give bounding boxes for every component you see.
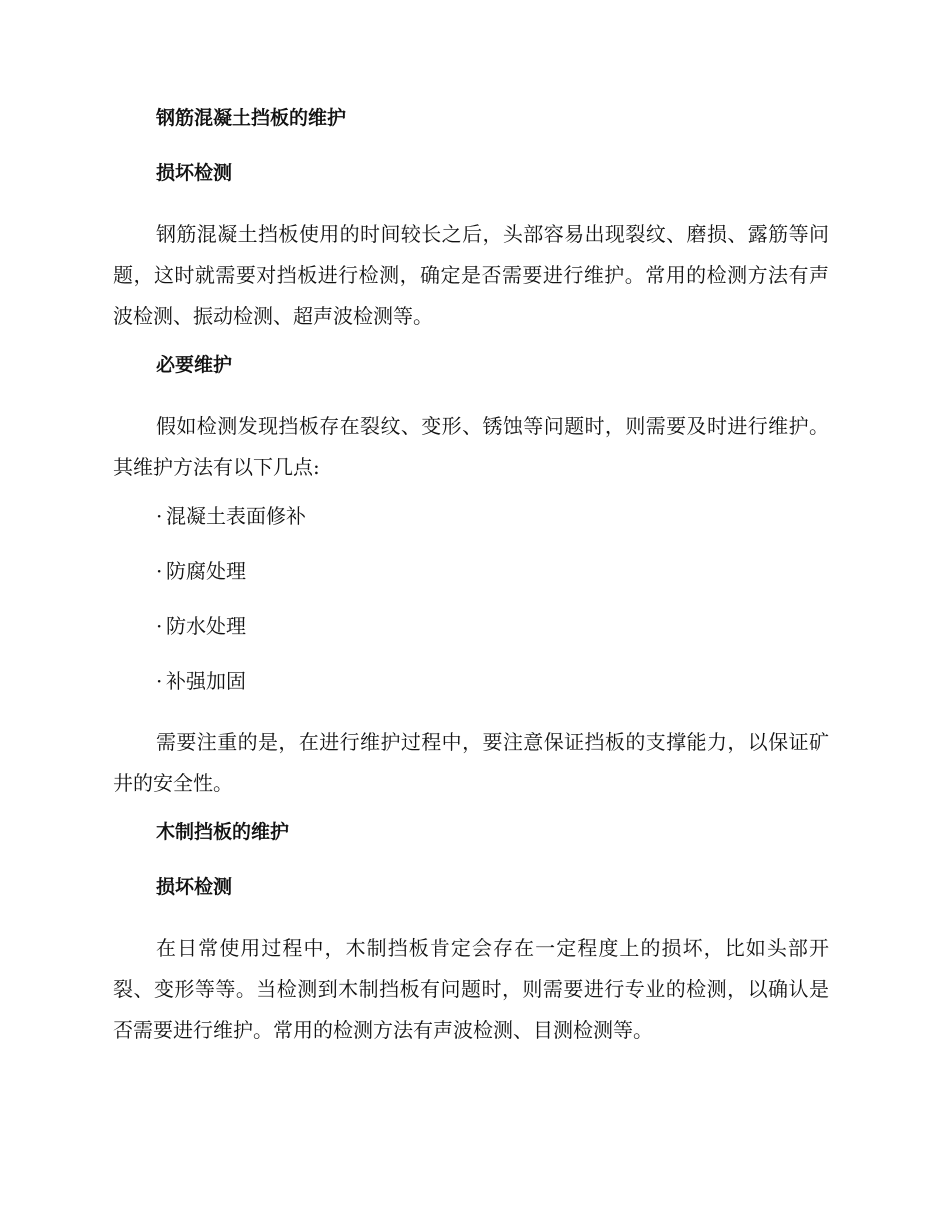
list-item-text: 补强加固 [166, 669, 246, 693]
paragraph-rc-damage: 钢筋混凝土挡板使用的时间较长之后，头部容易出现裂纹、磨损、露筋等问题，这时就需要对挡板进行检测，确定是否需要进行维护。常用的检测方法有声波检测、振动检测、超声波检测等。 [113, 222, 829, 328]
paragraph-rc-note: 需要注重的是，在进行维护过程中，要注意保证挡板的支撑能力，以保证矿井的安全性。 [113, 730, 829, 795]
subheading-rc-damage: 损坏检测 [156, 162, 233, 184]
paragraph-rc-maintenance: 假如检测发现挡板存在裂纹、变形、锈蚀等问题时，则需要及时进行维护。其维护方法有以下几点: [113, 414, 829, 479]
bullet-icon: · [156, 669, 163, 693]
document-page [113, 104, 829, 1065]
list-item [113, 557, 829, 585]
subheading-wood-damage: 损坏检测 [156, 876, 233, 898]
bullet-icon: · [156, 559, 163, 583]
list-item [113, 667, 829, 695]
list-item [113, 612, 829, 640]
paragraph-wood-damage: 在日常使用过程中，木制挡板肯定会存在一定程度上的损坏，比如头部开裂、变形等等。当检测到木制挡板有问题时，则需要进行专业的检测，以确认是否需要进行维护。常用的检测方法有声波检测、目测检测等。 [113, 936, 829, 1042]
list-item-text: 混凝土表面修补 [166, 504, 306, 528]
section-title-rc: 钢筋混凝土挡板的维护 [156, 107, 347, 129]
list-item-text: 防腐处理 [166, 559, 246, 583]
bullet-icon: · [156, 504, 163, 528]
list-item [113, 502, 829, 530]
bullet-icon: · [156, 614, 163, 638]
section-title-wood: 木制挡板的维护 [156, 821, 290, 843]
subheading-rc-maintenance: 必要维护 [156, 354, 233, 376]
list-item-text: 防水处理 [166, 614, 246, 638]
